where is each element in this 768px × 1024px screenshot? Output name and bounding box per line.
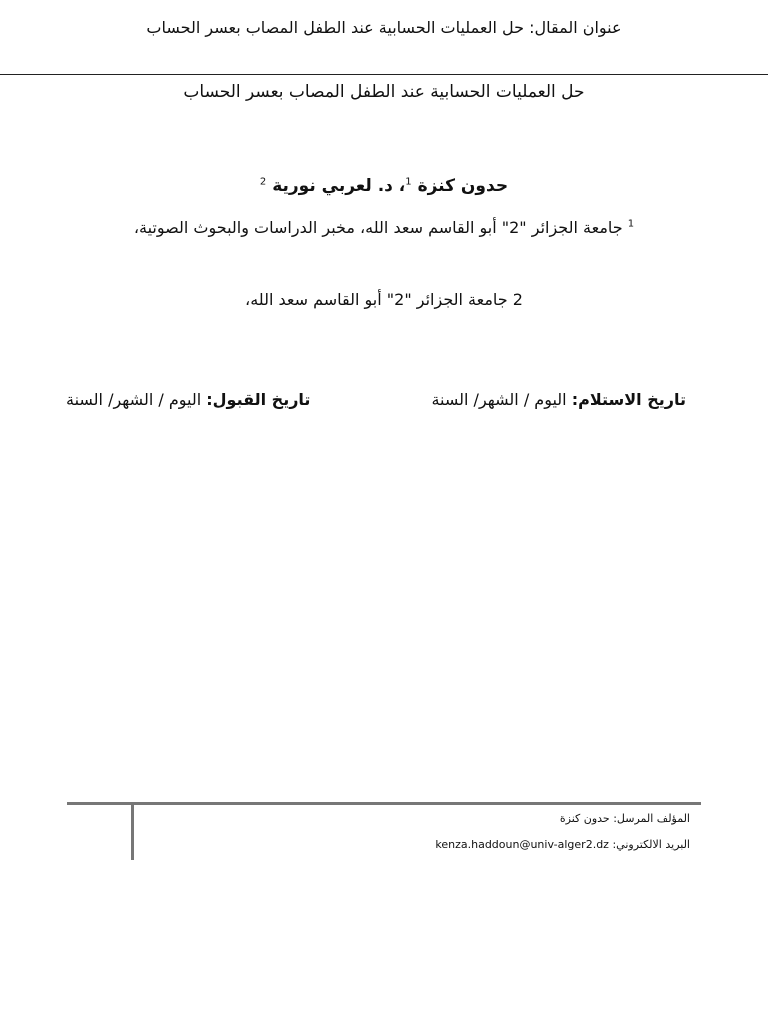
accepted-date <box>66 390 310 409</box>
affiliation-2 <box>0 290 768 309</box>
running-header <box>0 18 768 37</box>
accepted-label: تاريخ القبول: <box>206 390 311 409</box>
received-label: تاريخ الاستلام: <box>571 390 686 409</box>
corresponding-author-name: حدون كنزة <box>559 812 610 825</box>
author-1-superscript: 1 <box>405 176 412 188</box>
corresponding-author-label: المؤلف المرسل: <box>613 812 690 825</box>
running-header-label: عنوان المقال: <box>529 18 622 37</box>
affiliation-2-number: 2 <box>512 290 523 309</box>
running-header-text: حل العمليات الحسابية عند الطفل المصاب بعسر الحساب <box>146 18 524 37</box>
email-label: البريد الالكتروني: <box>612 838 690 851</box>
email-address[interactable]: kenza.haddoun@univ-alger2.dz <box>435 838 609 851</box>
received-date <box>431 390 686 409</box>
author-1-name: حدون كنزة <box>417 176 509 196</box>
affiliation-1-text: جامعة الجزائر "2" أبو القاسم سعد الله، مخبر الدراسات والبحوث الصوتية، <box>133 218 623 237</box>
author-2-name: لعربي نورية <box>272 176 372 196</box>
footer-divider <box>67 802 701 805</box>
author-2-superscript: 2 <box>259 176 267 188</box>
accepted-value: اليوم / الشهر/ السنة <box>66 390 202 409</box>
authors-line <box>0 176 768 196</box>
author-separator: ، د. <box>377 176 406 196</box>
affiliation-1-superscript: 1 <box>627 218 635 230</box>
header-divider <box>0 74 768 75</box>
affiliation-2-text: جامعة الجزائر "2" أبو القاسم سعد الله، <box>245 290 508 309</box>
corresponding-email <box>435 838 690 851</box>
received-value: اليوم / الشهر/ السنة <box>431 390 567 409</box>
affiliation-1 <box>0 218 768 237</box>
footer-vertical-bar <box>131 802 134 860</box>
dates-row <box>66 390 686 409</box>
corresponding-author <box>560 812 690 825</box>
article-title: حل العمليات الحسابية عند الطفل المصاب بعسر الحساب <box>183 82 585 102</box>
